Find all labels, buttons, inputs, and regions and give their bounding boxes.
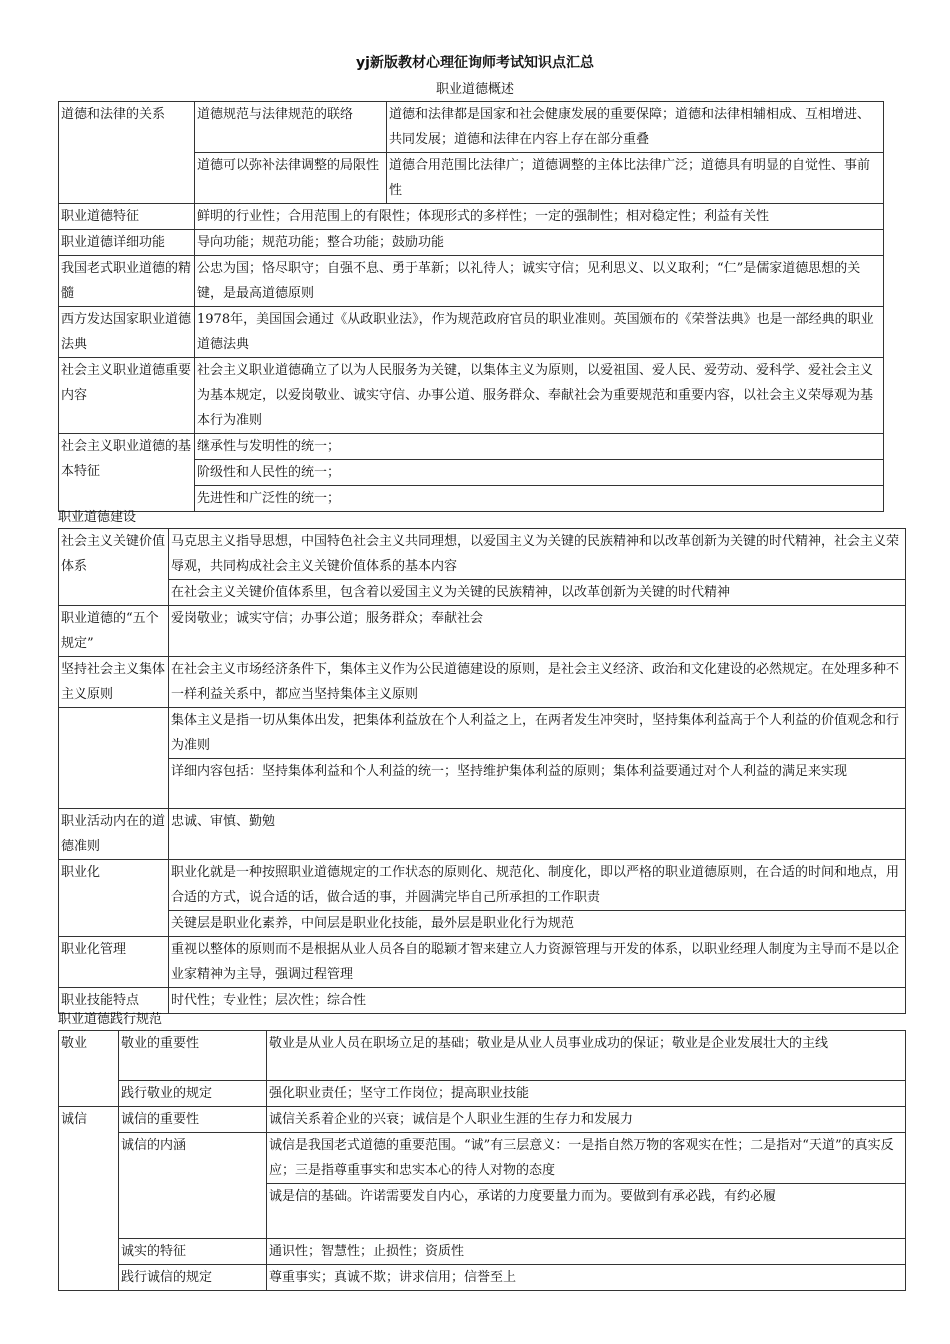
- section-heading-practice: 职业道德践行规范: [58, 1012, 163, 1027]
- table-cell-content: 通识性；智慧性；止损性；资质性: [267, 1239, 906, 1265]
- table-cell-content: 尊重事实；真诚不欺；讲求信用；信誉至上: [267, 1265, 906, 1291]
- ethics-practice-table: [58, 1030, 906, 1291]
- table-cell-content: 详细内容包括：坚持集体利益和个人利益的统一；坚持维护集体利益的原则；集体利益要通过对个人利益的满足来实现: [169, 759, 906, 809]
- table-cell-label: 社会主义职业道德重要内容: [59, 358, 195, 434]
- section-heading-overview: 职业道德概述: [435, 82, 514, 97]
- table-cell-label: 社会主义关键价值体系: [59, 529, 169, 606]
- table-cell-content: 鲜明的行业性；合用范围上的有限性；体现形式的多样性；一定的强制性；相对稳定性；利益有关性: [195, 204, 884, 230]
- table-cell-label: 职业活动内在的道德准则: [59, 809, 169, 860]
- table-cell-sub: 诚实的特征: [119, 1239, 267, 1265]
- table-cell-label: 坚持社会主义集体主义原则: [59, 657, 169, 708]
- table-cell-content: 在社会主义市场经济条件下，集体主义作为公民道德建设的原则，是社会主义经济、政治和文化建设的必然规定。在处理多种不一样利益关系中，都应当坚持集体主义原则: [169, 657, 906, 708]
- table-cell-content: 公忠为国；恪尽职守；自强不息、勇于革新；以礼待人；诚实守信；见利思义、以义取利；“仁”是儒家道德思想的关键，是最高道德原则: [195, 256, 884, 307]
- table-cell-label: 职业道德详细功能: [59, 230, 195, 256]
- table-cell-label: 道德和法律的关系: [59, 102, 195, 204]
- table-cell-content: 继承性与发明性的统一；: [195, 434, 884, 460]
- table-cell-label: 职业技能特点: [59, 988, 169, 1014]
- ethics-overview-table: [58, 101, 884, 512]
- table-cell-content: 道德合用范围比法律广；道德调整的主体比法律广泛；道德具有明显的自觉性、事前性: [387, 153, 884, 204]
- table-cell-content: 重视以整体的原则而不是根据从业人员各自的聪颖才智来建立人力资源管理与开发的体系，以职业经理人制度为主导而不是以企业家精神为主导，强调过程管理: [169, 937, 906, 988]
- table-cell-content: 阶级性和人民性的统一；: [195, 460, 884, 486]
- table-cell-content: 1978年，美国国会通过《从政职业法》，作为规范政府官员的职业准则。英国颁布的《荣誉法典》也是一部经典的职业道德法典: [195, 307, 884, 358]
- table-cell-content: 职业化就是一种按照职业道德规定的工作状态的原则化、规范化、制度化，即以严格的职业道德原则，在合适的时间和地点，用合适的方式，说合适的话，做合适的事，并圆满完毕自己所承担的工作职责: [169, 860, 906, 911]
- table-cell-sub: 诚信的内涵: [119, 1133, 267, 1239]
- table-cell-content: 导向功能；规范功能；整合功能；鼓励功能: [195, 230, 884, 256]
- table-cell-content: 诚信关系着企业的兴衰；诚信是个人职业生涯的生存力和发展力: [267, 1107, 906, 1133]
- section-heading-construction: 职业道德建设: [58, 510, 137, 525]
- table-cell-content: 在社会主义关键价值体系里，包含着以爱国主义为关键的民族精神，以改革创新为关键的时代精神: [169, 580, 906, 606]
- table-cell-content: 强化职业责任；坚守工作岗位；提高职业技能: [267, 1081, 906, 1107]
- table-cell-label: 西方发达国家职业道德法典: [59, 307, 195, 358]
- table-cell-sub: 践行敬业的规定: [119, 1081, 267, 1107]
- table-cell-content: 诚是信的基础。许诺需要发自内心，承诺的力度要量力而为。要做到有承必践，有约必履: [267, 1184, 906, 1239]
- table-cell-content: 诚信是我国老式道德的重要范围。“诚”有三层意义：一是指自然万物的客观实在性；二是指对“天道”的真实反应；三是指尊重事实和忠实本心的待人对物的态度: [267, 1133, 906, 1184]
- table-cell-content: 关键层是职业化素养，中间层是职业化技能，最外层是职业化行为规范: [169, 911, 906, 937]
- table-cell-label: 敬业: [59, 1031, 119, 1107]
- table-cell-label: 社会主义职业道德的基本特征: [59, 434, 195, 512]
- table-cell-content: 社会主义职业道德确立了以为人民服务为关键，以集体主义为原则，以爱祖国、爱人民、爱劳动、爱科学、爱社会主义为基本规定，以爱岗敬业、诚实守信、办事公道、服务群众、奉献社会为重要规范和重要内容，以社会主义荣辱观为基本行为准则: [195, 358, 884, 434]
- doc-title: yj新版教材心理征询师考试知识点汇总: [356, 55, 594, 71]
- table-cell-content: 集体主义是指一切从集体出发，把集体利益放在个人利益之上，在两者发生冲突时，坚持集体利益高于个人利益的价值观念和行为准则: [169, 708, 906, 759]
- table-cell-label: 我国老式职业道德的精髓: [59, 256, 195, 307]
- table-cell-label: 职业化: [59, 860, 169, 937]
- table-cell-label-empty: [59, 708, 169, 809]
- table-cell-content: 时代性；专业性；层次性；综合性: [169, 988, 906, 1014]
- table-cell-content: 先进性和广泛性的统一；: [195, 486, 884, 512]
- table-cell-content: 敬业是从业人员在职场立足的基础；敬业是从业人员事业成功的保证；敬业是企业发展壮大的主线: [267, 1031, 906, 1081]
- ethics-construction-table: [58, 528, 906, 1014]
- table-cell-content: 忠诚、审慎、勤勉: [169, 809, 906, 860]
- table-cell-content: 道德和法律都是国家和社会健康发展的重要保障；道德和法律相辅相成、互相增进、共同发展；道德和法律在内容上存在部分重叠: [387, 102, 884, 153]
- table-cell-sub: 道德规范与法律规范的联络: [195, 102, 387, 153]
- table-cell-label: 职业道德的“五个规定”: [59, 606, 169, 657]
- table-cell-label: 职业道德特征: [59, 204, 195, 230]
- table-cell-sub: 敬业的重要性: [119, 1031, 267, 1081]
- table-cell-label: 诚信: [59, 1107, 119, 1291]
- table-cell-label: 职业化管理: [59, 937, 169, 988]
- table-cell-content: 马克思主义指导思想，中国特色社会主义共同理想，以爱国主义为关键的民族精神和以改革创新为关键的时代精神，社会主义荣辱观，共同构成社会主义关键价值体系的基本内容: [169, 529, 906, 580]
- table-cell-sub: 践行诚信的规定: [119, 1265, 267, 1291]
- table-cell-content: 爱岗敬业；诚实守信；办事公道；服务群众；奉献社会: [169, 606, 906, 657]
- table-cell-sub: 道德可以弥补法律调整的局限性: [195, 153, 387, 204]
- table-cell-sub: 诚信的重要性: [119, 1107, 267, 1133]
